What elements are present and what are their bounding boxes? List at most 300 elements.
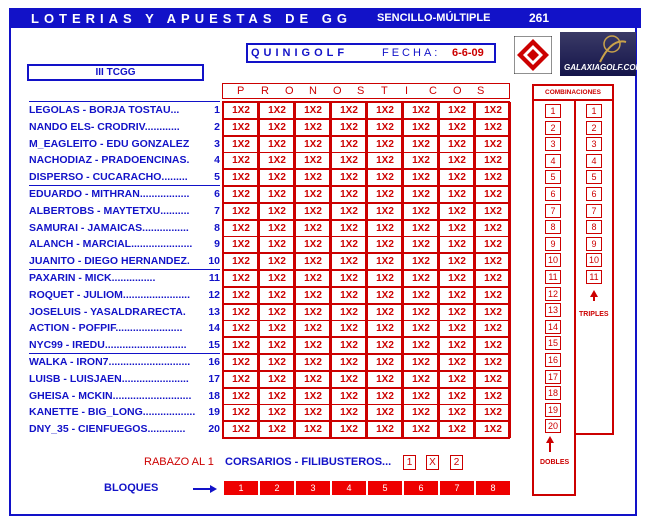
dobles-box[interactable]: 19 [545,403,561,417]
bet-cell[interactable]: 1X2 [439,102,475,119]
triples-box[interactable]: 8 [586,220,602,234]
bet-cell[interactable]: 1X2 [259,421,295,438]
bloque-button-1[interactable]: 1 [224,481,258,495]
bet-cell[interactable]: 1X2 [403,287,439,304]
group-separator [29,269,220,270]
player-row [29,304,220,320]
bet-cell[interactable]: 1X2 [259,371,295,388]
player-name: EDUARDO - MITHRAN................. [29,188,190,200]
player-row [29,102,220,118]
bet-cell[interactable]: 1X2 [259,304,295,321]
player-row [29,287,220,303]
bet-cell[interactable]: 1X2 [295,270,331,287]
player-row [29,152,220,168]
bet-cell[interactable]: 1X2 [259,404,295,421]
group-separator [29,101,220,102]
comb-frame-line [574,433,576,496]
player-name: PAXARIN - MICK............... [29,272,156,284]
bet-cell[interactable]: 1X2 [259,287,295,304]
dobles-box[interactable]: 9 [545,237,561,251]
date-label: FECHA: [382,47,441,59]
bet-cell[interactable]: 1X2 [295,152,331,169]
rabazo-option-x[interactable]: X [426,455,439,470]
bet-cell[interactable]: 1X2 [259,203,295,220]
grid-column-line [365,101,367,439]
player-name: KANETTE - BIG_LONG.................. [29,406,196,419]
bet-cell[interactable]: 1X2 [223,102,259,119]
bet-cell[interactable]: 1X2 [295,102,331,119]
bet-cell[interactable]: 1X2 [295,136,331,153]
bet-cell[interactable]: 1X2 [403,304,439,321]
grid-column-line [257,101,259,439]
bet-cell[interactable]: 1X2 [331,102,367,119]
triples-box[interactable]: 7 [586,204,602,218]
player-name: DNY_35 - CIENFUEGOS............. [29,423,186,436]
bet-cell[interactable]: 1X2 [475,337,511,354]
galaxiagolf-logo [560,32,643,76]
bet-cell[interactable]: 1X2 [331,337,367,354]
bet-cell[interactable]: 1X2 [223,371,259,388]
bet-cell[interactable]: 1X2 [403,136,439,153]
bet-cell[interactable]: 1X2 [331,371,367,388]
player-number: 2 [214,120,220,133]
bet-cell[interactable]: 1X2 [295,421,331,438]
bet-cell[interactable]: 1X2 [331,152,367,169]
bet-cell[interactable]: 1X2 [259,102,295,119]
player-number: 16 [208,356,220,368]
bet-cell[interactable]: 1X2 [403,169,439,186]
bet-cell[interactable]: 1X2 [439,270,475,287]
game-name: QUINIGOLF [251,47,349,59]
bet-cell[interactable]: 1X2 [331,203,367,220]
group-separator [29,185,220,186]
bet-cell[interactable]: 1X2 [223,136,259,153]
bet-cell[interactable]: 1X2 [331,421,367,438]
bet-cell[interactable]: 1X2 [475,304,511,321]
galaxiagolf-logo-text: GALAXIAGOLF.COM [564,63,643,72]
pronosticos-header [222,83,510,99]
player-name: ALANCH - MARCIAL..................... [29,238,193,251]
pron-letter: O [453,85,462,97]
game-date: 6-6-09 [452,47,484,59]
bet-cell[interactable]: 1X2 [295,236,331,253]
bet-cell[interactable]: 1X2 [367,152,403,169]
bet-cell[interactable]: 1X2 [223,169,259,186]
player-row [29,253,220,269]
dobles-label: DOBLES [540,459,570,466]
bet-cell[interactable]: 1X2 [295,337,331,354]
bet-cell[interactable]: 1X2 [331,354,367,371]
bet-cell[interactable]: 1X2 [331,136,367,153]
bet-cell[interactable]: 1X2 [367,287,403,304]
comb-frame-line [574,433,614,435]
pron-letter: S [357,85,365,97]
player-number: 4 [214,154,220,167]
dobles-box[interactable]: 16 [545,353,561,367]
bet-cell[interactable]: 1X2 [223,304,259,321]
bet-cell[interactable]: 1X2 [331,270,367,287]
bet-cell[interactable]: 1X2 [331,253,367,270]
combinaciones-header: COMBINACIONES [532,84,614,101]
bet-cell[interactable]: 1X2 [259,337,295,354]
game-info-box [246,43,496,63]
bet-cell[interactable]: 1X2 [259,253,295,270]
bet-cell[interactable]: 1X2 [367,421,403,438]
grid-column-line [401,101,403,439]
bet-cell[interactable]: 1X2 [295,320,331,337]
bet-cell[interactable]: 1X2 [439,203,475,220]
bet-cell[interactable]: 1X2 [439,287,475,304]
bet-cell[interactable]: 1X2 [367,388,403,405]
bet-cell[interactable]: 1X2 [439,220,475,237]
bet-cell[interactable]: 1X2 [223,404,259,421]
bet-cell[interactable]: 1X2 [295,404,331,421]
bloque-button-3[interactable]: 3 [296,481,330,495]
player-number: 8 [214,221,220,234]
player-number: 14 [208,322,220,335]
bet-cell[interactable]: 1X2 [223,253,259,270]
bet-cell[interactable]: 1X2 [259,236,295,253]
bet-cell[interactable]: 1X2 [475,320,511,337]
bet-cell[interactable]: 1X2 [439,253,475,270]
bet-cell[interactable]: 1X2 [403,371,439,388]
bet-cell[interactable]: 1X2 [367,220,403,237]
bet-cell[interactable]: 1X2 [331,304,367,321]
bet-cell[interactable]: 1X2 [439,371,475,388]
dobles-box[interactable]: 4 [545,154,561,168]
comb-frame-line [532,494,576,496]
dobles-box[interactable]: 6 [545,187,561,201]
bet-cell[interactable]: 1X2 [475,186,511,203]
bet-cell[interactable]: 1X2 [223,354,259,371]
dobles-box[interactable]: 10 [545,253,561,267]
triples-box[interactable]: 5 [586,170,602,184]
triples-box[interactable]: 1 [586,104,602,118]
pron-letter: O [285,85,294,97]
rabazo-label: RABAZO AL 1 [144,456,214,468]
bet-cell[interactable]: 1X2 [223,388,259,405]
bet-cell[interactable]: 1X2 [367,203,403,220]
bet-cell[interactable]: 1X2 [367,186,403,203]
bet-cell[interactable]: 1X2 [331,186,367,203]
triples-box[interactable]: 6 [586,187,602,201]
bet-cell[interactable]: 1X2 [367,337,403,354]
bet-cell[interactable]: 1X2 [439,119,475,136]
player-row [29,270,220,286]
bet-cell[interactable]: 1X2 [367,102,403,119]
mode-label: SENCILLO-MÚLTIPLE [377,12,491,24]
triples-box[interactable]: 10 [586,253,602,267]
player-name: LUISB - LUISJAEN....................... [29,372,189,385]
bet-cell[interactable]: 1X2 [475,220,511,237]
pron-letter: R [261,85,269,97]
bloques-arrow-icon [193,488,211,490]
bet-cell[interactable]: 1X2 [223,119,259,136]
player-number: 12 [208,288,220,301]
dobles-box[interactable]: 2 [545,121,561,135]
rabazo-teams: CORSARIOS - FILIBUSTEROS... [225,456,392,468]
player-number: 13 [208,305,220,318]
bet-cell[interactable]: 1X2 [331,119,367,136]
pron-letter: O [333,85,342,97]
bet-cell[interactable]: 1X2 [475,388,511,405]
bet-cell[interactable]: 1X2 [475,119,511,136]
dobles-box[interactable]: 12 [545,287,561,301]
bet-cell[interactable]: 1X2 [223,270,259,287]
bet-cell[interactable]: 1X2 [439,421,475,438]
bet-cell[interactable]: 1X2 [223,152,259,169]
bet-cell[interactable]: 1X2 [475,136,511,153]
bet-cell[interactable]: 1X2 [403,186,439,203]
triples-arrow-stem [593,296,595,301]
player-number: 17 [208,372,220,385]
rabazo-option-1[interactable]: 1 [403,455,416,470]
player-name: NACHODIAZ - PRADOENCINAS. [29,154,190,167]
triples-box[interactable]: 4 [586,154,602,168]
player-name: DISPERSO - CUCARACHO......... [29,171,188,184]
triples-box[interactable]: 11 [586,270,602,284]
group-label: III TCGG [27,64,204,81]
triples-box[interactable]: 9 [586,237,602,251]
dobles-box[interactable]: 13 [545,303,561,317]
bet-cell[interactable]: 1X2 [439,236,475,253]
bet-cell[interactable]: 1X2 [367,253,403,270]
player-name: JUANITO - DIEGO HERNANDEZ. [29,255,190,268]
player-row [29,371,220,387]
bet-cell[interactable]: 1X2 [259,270,295,287]
bloque-button-8[interactable]: 8 [476,481,510,495]
bloque-button-2[interactable]: 2 [260,481,294,495]
bet-cell[interactable]: 1X2 [475,152,511,169]
bet-cell[interactable]: 1X2 [295,253,331,270]
bet-cell[interactable]: 1X2 [295,354,331,371]
bet-cell[interactable]: 1X2 [367,404,403,421]
bet-cell[interactable]: 1X2 [223,320,259,337]
bet-cell[interactable]: 1X2 [475,236,511,253]
bloque-button-4[interactable]: 4 [332,481,366,495]
bet-cell[interactable]: 1X2 [439,320,475,337]
bet-cell[interactable]: 1X2 [439,186,475,203]
player-name: ALBERTOBS - MAYTETXU.......... [29,204,190,217]
dobles-box[interactable]: 17 [545,370,561,384]
bet-cell[interactable]: 1X2 [223,203,259,220]
bet-cell[interactable]: 1X2 [475,354,511,371]
bet-cell[interactable]: 1X2 [331,287,367,304]
bet-cell[interactable]: 1X2 [439,152,475,169]
bet-cell[interactable]: 1X2 [295,388,331,405]
bloques-label: BLOQUES [104,482,159,494]
bet-cell[interactable]: 1X2 [259,320,295,337]
bloque-button-6[interactable]: 6 [404,481,438,495]
bet-cell[interactable]: 1X2 [475,169,511,186]
bet-cell[interactable]: 1X2 [475,371,511,388]
player-row [29,203,220,219]
comb-frame-line [612,99,614,435]
bet-cell[interactable]: 1X2 [331,404,367,421]
bet-cell[interactable]: 1X2 [259,169,295,186]
bet-cell[interactable]: 1X2 [223,236,259,253]
player-number: 15 [208,339,220,352]
dobles-arrow-stem [549,442,551,452]
bet-cell[interactable]: 1X2 [439,169,475,186]
player-name: SAMURAI - JAMAICAS................ [29,221,189,234]
triples-box[interactable]: 3 [586,137,602,151]
bet-cell[interactable]: 1X2 [439,404,475,421]
player-name: JOSELUIS - YASALDRARECTA. [29,305,186,318]
bet-cell[interactable]: 1X2 [331,388,367,405]
bet-cell[interactable]: 1X2 [403,388,439,405]
bet-cell[interactable]: 1X2 [439,388,475,405]
bet-cell[interactable]: 1X2 [475,421,511,438]
bet-cell[interactable]: 1X2 [295,220,331,237]
bet-cell[interactable]: 1X2 [403,102,439,119]
bloque-button-5[interactable]: 5 [368,481,402,495]
bet-cell[interactable]: 1X2 [403,152,439,169]
bet-cell[interactable]: 1X2 [331,220,367,237]
bet-cell[interactable]: 1X2 [259,354,295,371]
pron-letter: I [405,85,409,97]
bet-cell[interactable]: 1X2 [223,287,259,304]
triples-box[interactable]: 2 [586,121,602,135]
bet-cell[interactable]: 1X2 [259,388,295,405]
player-name: NYC99 - IREDU............................ [29,339,187,352]
bet-cell[interactable]: 1X2 [475,253,511,270]
bet-cell[interactable]: 1X2 [259,136,295,153]
dobles-box[interactable]: 7 [545,204,561,218]
bet-cell[interactable]: 1X2 [403,337,439,354]
lottery-logo-icon [514,36,552,74]
player-row [29,186,220,202]
player-name: LEGOLAS - BORJA TOSTAU... [29,104,180,116]
bet-cell[interactable]: 1X2 [367,354,403,371]
bet-cell[interactable]: 1X2 [475,404,511,421]
bet-cell[interactable]: 1X2 [223,220,259,237]
bet-cell[interactable]: 1X2 [259,220,295,237]
player-row [29,320,220,336]
bet-cell[interactable]: 1X2 [295,371,331,388]
dobles-box[interactable]: 15 [545,336,561,350]
dobles-box[interactable]: 1 [545,104,561,118]
player-number: 5 [214,171,220,184]
player-number: 7 [214,204,220,217]
player-name: NANDO ELS- CRODRIV............ [29,120,180,133]
bloque-button-7[interactable]: 7 [440,481,474,495]
bet-cell[interactable]: 1X2 [223,337,259,354]
bet-cell[interactable]: 1X2 [439,304,475,321]
player-row [29,388,220,404]
ticket-number: 261 [529,11,550,25]
player-number: 6 [214,188,220,200]
bet-cell[interactable]: 1X2 [403,354,439,371]
bet-cell[interactable]: 1X2 [295,169,331,186]
dobles-box[interactable]: 8 [545,220,561,234]
comb-frame-line [574,99,576,435]
grid-column-line [473,101,475,439]
player-number: 20 [208,423,220,436]
bet-cell[interactable]: 1X2 [403,236,439,253]
grid-column-line [329,101,331,439]
player-name: ROQUET - JULIOM....................... [29,288,191,301]
bet-cell[interactable]: 1X2 [367,136,403,153]
bet-cell[interactable]: 1X2 [259,119,295,136]
pron-letter: P [237,85,245,97]
bloques-arrowhead-icon [210,485,217,493]
player-name: M_EAGLEITO - EDU GONZALEZ [29,137,190,150]
dobles-box[interactable]: 20 [545,419,561,433]
bet-cell[interactable]: 1X2 [367,320,403,337]
bet-cell[interactable]: 1X2 [367,119,403,136]
bet-cell[interactable]: 1X2 [331,320,367,337]
bet-cell[interactable]: 1X2 [295,186,331,203]
player-row [29,337,220,353]
bet-cell[interactable]: 1X2 [295,287,331,304]
bet-cell[interactable]: 1X2 [367,304,403,321]
bet-cell[interactable]: 1X2 [403,253,439,270]
rabazo-option-2[interactable]: 2 [450,455,463,470]
dobles-box[interactable]: 5 [545,170,561,184]
bet-cell[interactable]: 1X2 [403,220,439,237]
bet-cell[interactable]: 1X2 [367,371,403,388]
dobles-box[interactable]: 14 [545,320,561,334]
bet-cell[interactable]: 1X2 [403,421,439,438]
player-name: WALKA - IRON7............................ [29,356,191,368]
comb-frame-line [532,99,534,496]
bet-cell[interactable]: 1X2 [403,119,439,136]
bet-cell[interactable]: 1X2 [475,270,511,287]
bet-cell[interactable]: 1X2 [403,203,439,220]
player-number: 1 [214,104,220,116]
bet-cell[interactable]: 1X2 [295,304,331,321]
bet-cell[interactable]: 1X2 [403,320,439,337]
bet-cell[interactable]: 1X2 [403,270,439,287]
bet-cell[interactable]: 1X2 [439,337,475,354]
bet-cell[interactable]: 1X2 [295,203,331,220]
player-row [29,119,220,135]
bet-cell[interactable]: 1X2 [367,236,403,253]
bet-cell[interactable]: 1X2 [223,421,259,438]
player-row [29,236,220,252]
bet-cell[interactable]: 1X2 [331,236,367,253]
bet-cell[interactable]: 1X2 [259,152,295,169]
bet-cell[interactable]: 1X2 [367,270,403,287]
bet-cell[interactable]: 1X2 [223,186,259,203]
bet-cell[interactable]: 1X2 [475,203,511,220]
pron-letter: T [381,85,388,97]
dobles-box[interactable]: 3 [545,137,561,151]
bet-cell[interactable]: 1X2 [259,186,295,203]
app-title: LOTERIAS Y APUESTAS DE GG [31,11,352,26]
bet-cell[interactable]: 1X2 [475,287,511,304]
bet-cell[interactable]: 1X2 [439,354,475,371]
player-number: 10 [208,255,220,268]
dobles-box[interactable]: 11 [545,270,561,284]
bet-cell[interactable]: 1X2 [439,136,475,153]
grid-column-line [293,101,295,439]
player-name: ACTION - POFPIF....................... [29,322,183,335]
triples-label: TRIPLES [579,311,609,318]
player-row [29,421,220,437]
pron-letter: N [309,85,317,97]
bet-cell[interactable]: 1X2 [295,119,331,136]
bet-cell[interactable]: 1X2 [331,169,367,186]
header-bar [9,8,641,28]
player-row [29,354,220,370]
dobles-box[interactable]: 18 [545,386,561,400]
bet-cell[interactable]: 1X2 [367,169,403,186]
player-row [29,136,220,152]
bet-cell[interactable]: 1X2 [403,404,439,421]
bet-cell[interactable]: 1X2 [475,102,511,119]
